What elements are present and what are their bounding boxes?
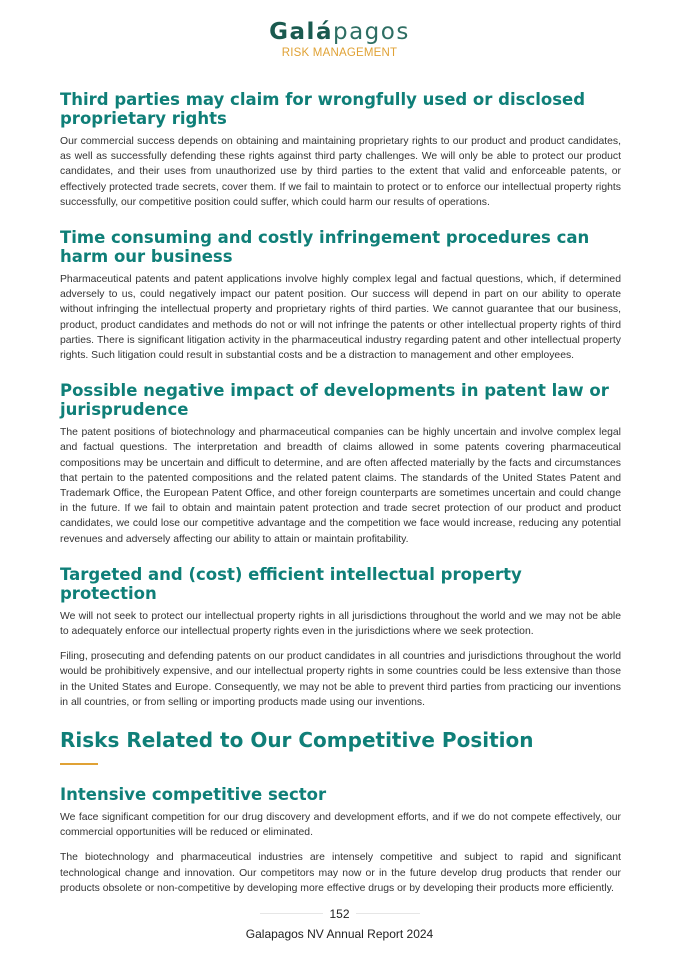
section-ip-protection xyxy=(60,565,621,710)
section-heading: Third parties may claim for wrongfully used or disclosed proprietary rights xyxy=(60,90,586,128)
page-footer xyxy=(0,904,679,941)
logo-bold-text: Galá xyxy=(269,19,333,45)
section-paragraph: The biotechnology and pharmaceutical industries are intensely competitive and subject to rapid and significant technological change and innovation. Our competitors may now or in the future develop drug products that render our products obsolete or non-competitive by developing more effective drugs or by developing their products more efficiently. xyxy=(60,852,621,894)
galapagos-logo xyxy=(0,18,679,46)
logo-light-text: pagos xyxy=(332,19,410,45)
section-paragraph: We face significant competition for our drug discovery and development efforts, and if we do not compete effectively, our commercial opportunities will be reduced or eliminated. xyxy=(60,812,621,839)
section-paragraph: Filing, prosecuting and defending patents on our product candidates in all countries and jurisdictions throughout the world would be prohibitively expensive, and our intellectual property rights in some countries could be less extensive than those in the United States and Europe. Consequently, we may not be able to prevent third parties from practicing our inventions in all countries, or from selling or importing products made using our inventions. xyxy=(60,651,621,708)
section-paragraph: Pharmaceutical patents and patent applications involve highly complex legal and factual questions, which, if determined adversely to us, could negatively impact our patent position. Our success will depend in part on our ability to operate without infringing the intellectual property and proprietary rights of third parties. We cannot guarantee that our business, product, product candidates and methods do not or will not infringe the patents or other intellectual property rights of third parties. There is significant litigation activity in the pharmaceutical industry regarding patent and other intellectual property rights. Such litigation could result in substantial costs and be a distraction to management and other employees. xyxy=(60,274,621,362)
major-heading: Risks Related to Our Competitive Position xyxy=(60,728,534,753)
section-patent-law xyxy=(60,381,621,547)
main-content xyxy=(60,90,621,896)
section-paragraph: We will not seek to protect our intellectual property rights in all jurisdictions throughout the world and we may not be able to adequately enforce our intellectual property rights even in the jurisdictions where we seek protection. xyxy=(60,610,621,638)
section-competitive-sector xyxy=(60,785,621,896)
page-header xyxy=(0,18,679,59)
section-heading: Possible negative impact of developments in patent law or jurisprudence xyxy=(60,381,609,420)
section-heading: Targeted and (cost) efficient intellectual property protection xyxy=(60,564,522,603)
report-title: Galapagos NV Annual Report 2024 xyxy=(245,927,434,941)
section-paragraph: Our commercial success depends on obtaining and maintaining proprietary rights to our product and product candidates, as well as successfully defending these rights against third party challenges. We will only be able to protect our product candidates, and their uses from unauthorized use by third parties to the extent that valid and enforceable patents, or effectively protected trade secrets, cover them. If we fail to maintain to protect or to enforce our intellectual property rights successfully, our competitive position could suffer, which could harm our results of operations. xyxy=(60,136,621,208)
section-paragraph: The patent positions of biotechnology and pharmaceutical companies can be highly uncertain and involve complex legal and factual questions. The interpretation and breadth of claims allowed in some patents covering pharmaceutical compositions may be uncertain and difficult to determine, and are often affected materially by the facts and circumstances that pertain to the patented compositions and the related patent claims. The standards of the United States Patent and Trademark Office, the European Patent Office, and other foreign counterparts are sometimes uncertain and could change in the future. If we fail to obtain and maintain patent protection and trade secret protection of our product and product candidates, we could lose our competitive advantage and the competition we face would increase, reducing any potential revenues and adversely affecting our ability to attain or maintain profitability. xyxy=(60,427,621,545)
section-third-parties xyxy=(60,90,621,210)
section-heading: Intensive competitive sector xyxy=(60,785,327,805)
page-number: 152 xyxy=(323,907,355,921)
section-label: RISK MANAGEMENT xyxy=(281,47,398,59)
section-heading: Time consuming and costly infringement procedures can harm our business xyxy=(60,228,590,267)
section-infringement xyxy=(60,228,621,363)
